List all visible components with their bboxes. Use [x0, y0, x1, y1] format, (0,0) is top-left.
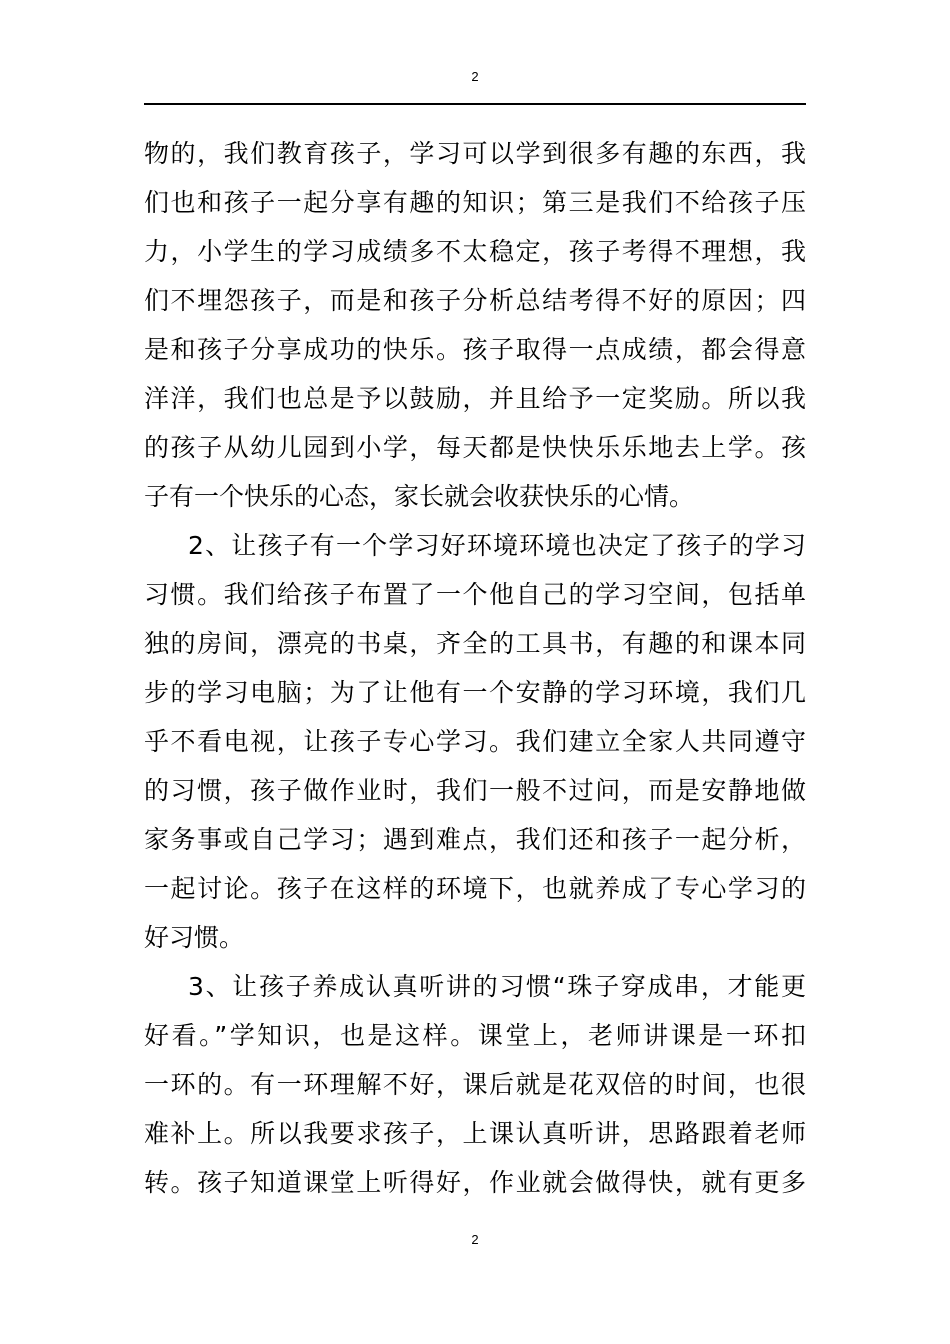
text-line: 力，小学生的学习成绩多不太稳定，孩子考得不理想，我 — [144, 237, 806, 266]
text-line: 步的学习电脑；为了让他有一个安静的学习环境，我们几 — [144, 678, 806, 707]
text-line: 的习惯，孩子做作业时，我们一般不过问，而是安静地做 — [144, 776, 806, 805]
text-line: 难补上。所以我要求孩子，上课认真听讲，思路跟着老师 — [144, 1119, 806, 1148]
text-line: 们不埋怨孩子，而是和孩子分析总结考得不好的原因；四 — [144, 286, 806, 315]
text-line: 子有一个快乐的心态，家长就会收获快乐的心情。 — [144, 482, 695, 511]
text-line: 3、让孩子养成认真听讲的习惯“珠子穿成串，才能更 — [188, 972, 806, 1001]
text-line: 好看。”学知识，也是这样。课堂上，老师讲课是一环扣 — [144, 1021, 806, 1050]
header-page-number: 2 — [471, 69, 479, 84]
text-line: 转。孩子知道课堂上听得好，作业就会做得快，就有更多 — [144, 1168, 806, 1197]
body-text — [144, 129, 806, 1207]
text-line: 是和孩子分享成功的快乐。孩子取得一点成绩，都会得意 — [144, 335, 806, 364]
text-line: 2、让孩子有一个学习好环境环境也决定了孩子的学习 — [188, 531, 806, 560]
text-line: 好习惯。 — [144, 923, 245, 952]
text-line: 的孩子从幼儿园到小学，每天都是快快乐乐地去上学。孩 — [144, 433, 806, 462]
text-line: 洋洋，我们也总是予以鼓励，并且给予一定奖励。所以我 — [144, 384, 806, 413]
text-line: 习惯。我们给孩子布置了一个他自己的学习空间，包括单 — [144, 580, 806, 609]
footer-page-number: 2 — [471, 1232, 479, 1247]
text-line: 家务事或自己学习；遇到难点，我们还和孩子一起分析， — [144, 825, 806, 854]
text-line: 独的房间，漂亮的书桌，齐全的工具书，有趣的和课本同 — [144, 629, 806, 658]
text-line: 乎不看电视，让孩子专心学习。我们建立全家人共同遵守 — [144, 727, 806, 756]
text-line: 一环的。有一环理解不好，课后就是花双倍的时间，也很 — [144, 1070, 806, 1099]
text-line: 们也和孩子一起分享有趣的知识；第三是我们不给孩子压 — [144, 188, 806, 217]
text-line: 物的，我们教育孩子，学习可以学到很多有趣的东西，我 — [144, 139, 806, 168]
text-line: 一起讨论。孩子在这样的环境下，也就养成了专心学习的 — [144, 874, 806, 903]
header-rule — [144, 103, 806, 105]
